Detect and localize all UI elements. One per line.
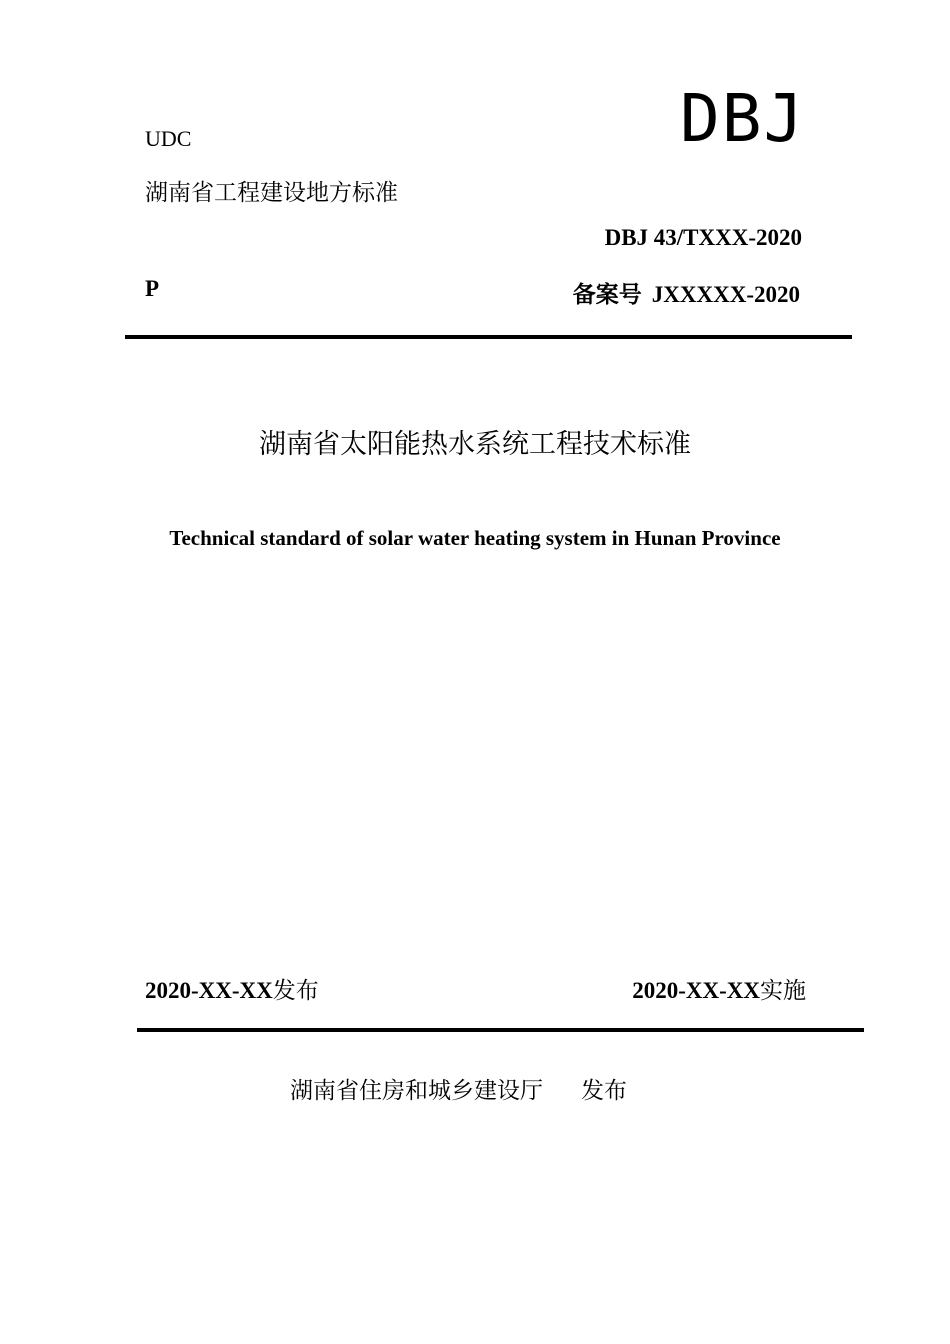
document-title-chinese: 湖南省太阳能热水系统工程技术标准 [259,429,691,460]
record-number: JXXXXX-2020 [651,282,800,307]
record-number-line [573,276,800,309]
publisher-line [290,1072,627,1105]
document-title-english: Technical standard of solar water heating system in Hunan Province [169,526,781,550]
record-label: 备案号 [572,282,642,308]
classification-code: P [145,276,160,301]
publisher-suffix: 发布 [581,1078,627,1104]
issue-date-line [145,972,319,1005]
bottom-divider [137,1028,864,1032]
issue-suffix: 发布 [272,978,319,1004]
udc-label: UDC [145,126,192,151]
issue-date: 2020-XX-XX [145,978,273,1003]
implement-suffix: 实施 [760,978,806,1004]
standard-number: DBJ 43/TXXX-2020 [604,225,802,250]
dbj-logo: DBJ [680,80,806,157]
standard-type: 湖南省工程建设地方标准 [145,180,398,206]
publisher-name: 湖南省住房和城乡建设厅 [290,1078,543,1104]
implement-date-line [632,972,806,1005]
top-divider [125,335,852,339]
implement-date: 2020-XX-XX [632,978,760,1003]
